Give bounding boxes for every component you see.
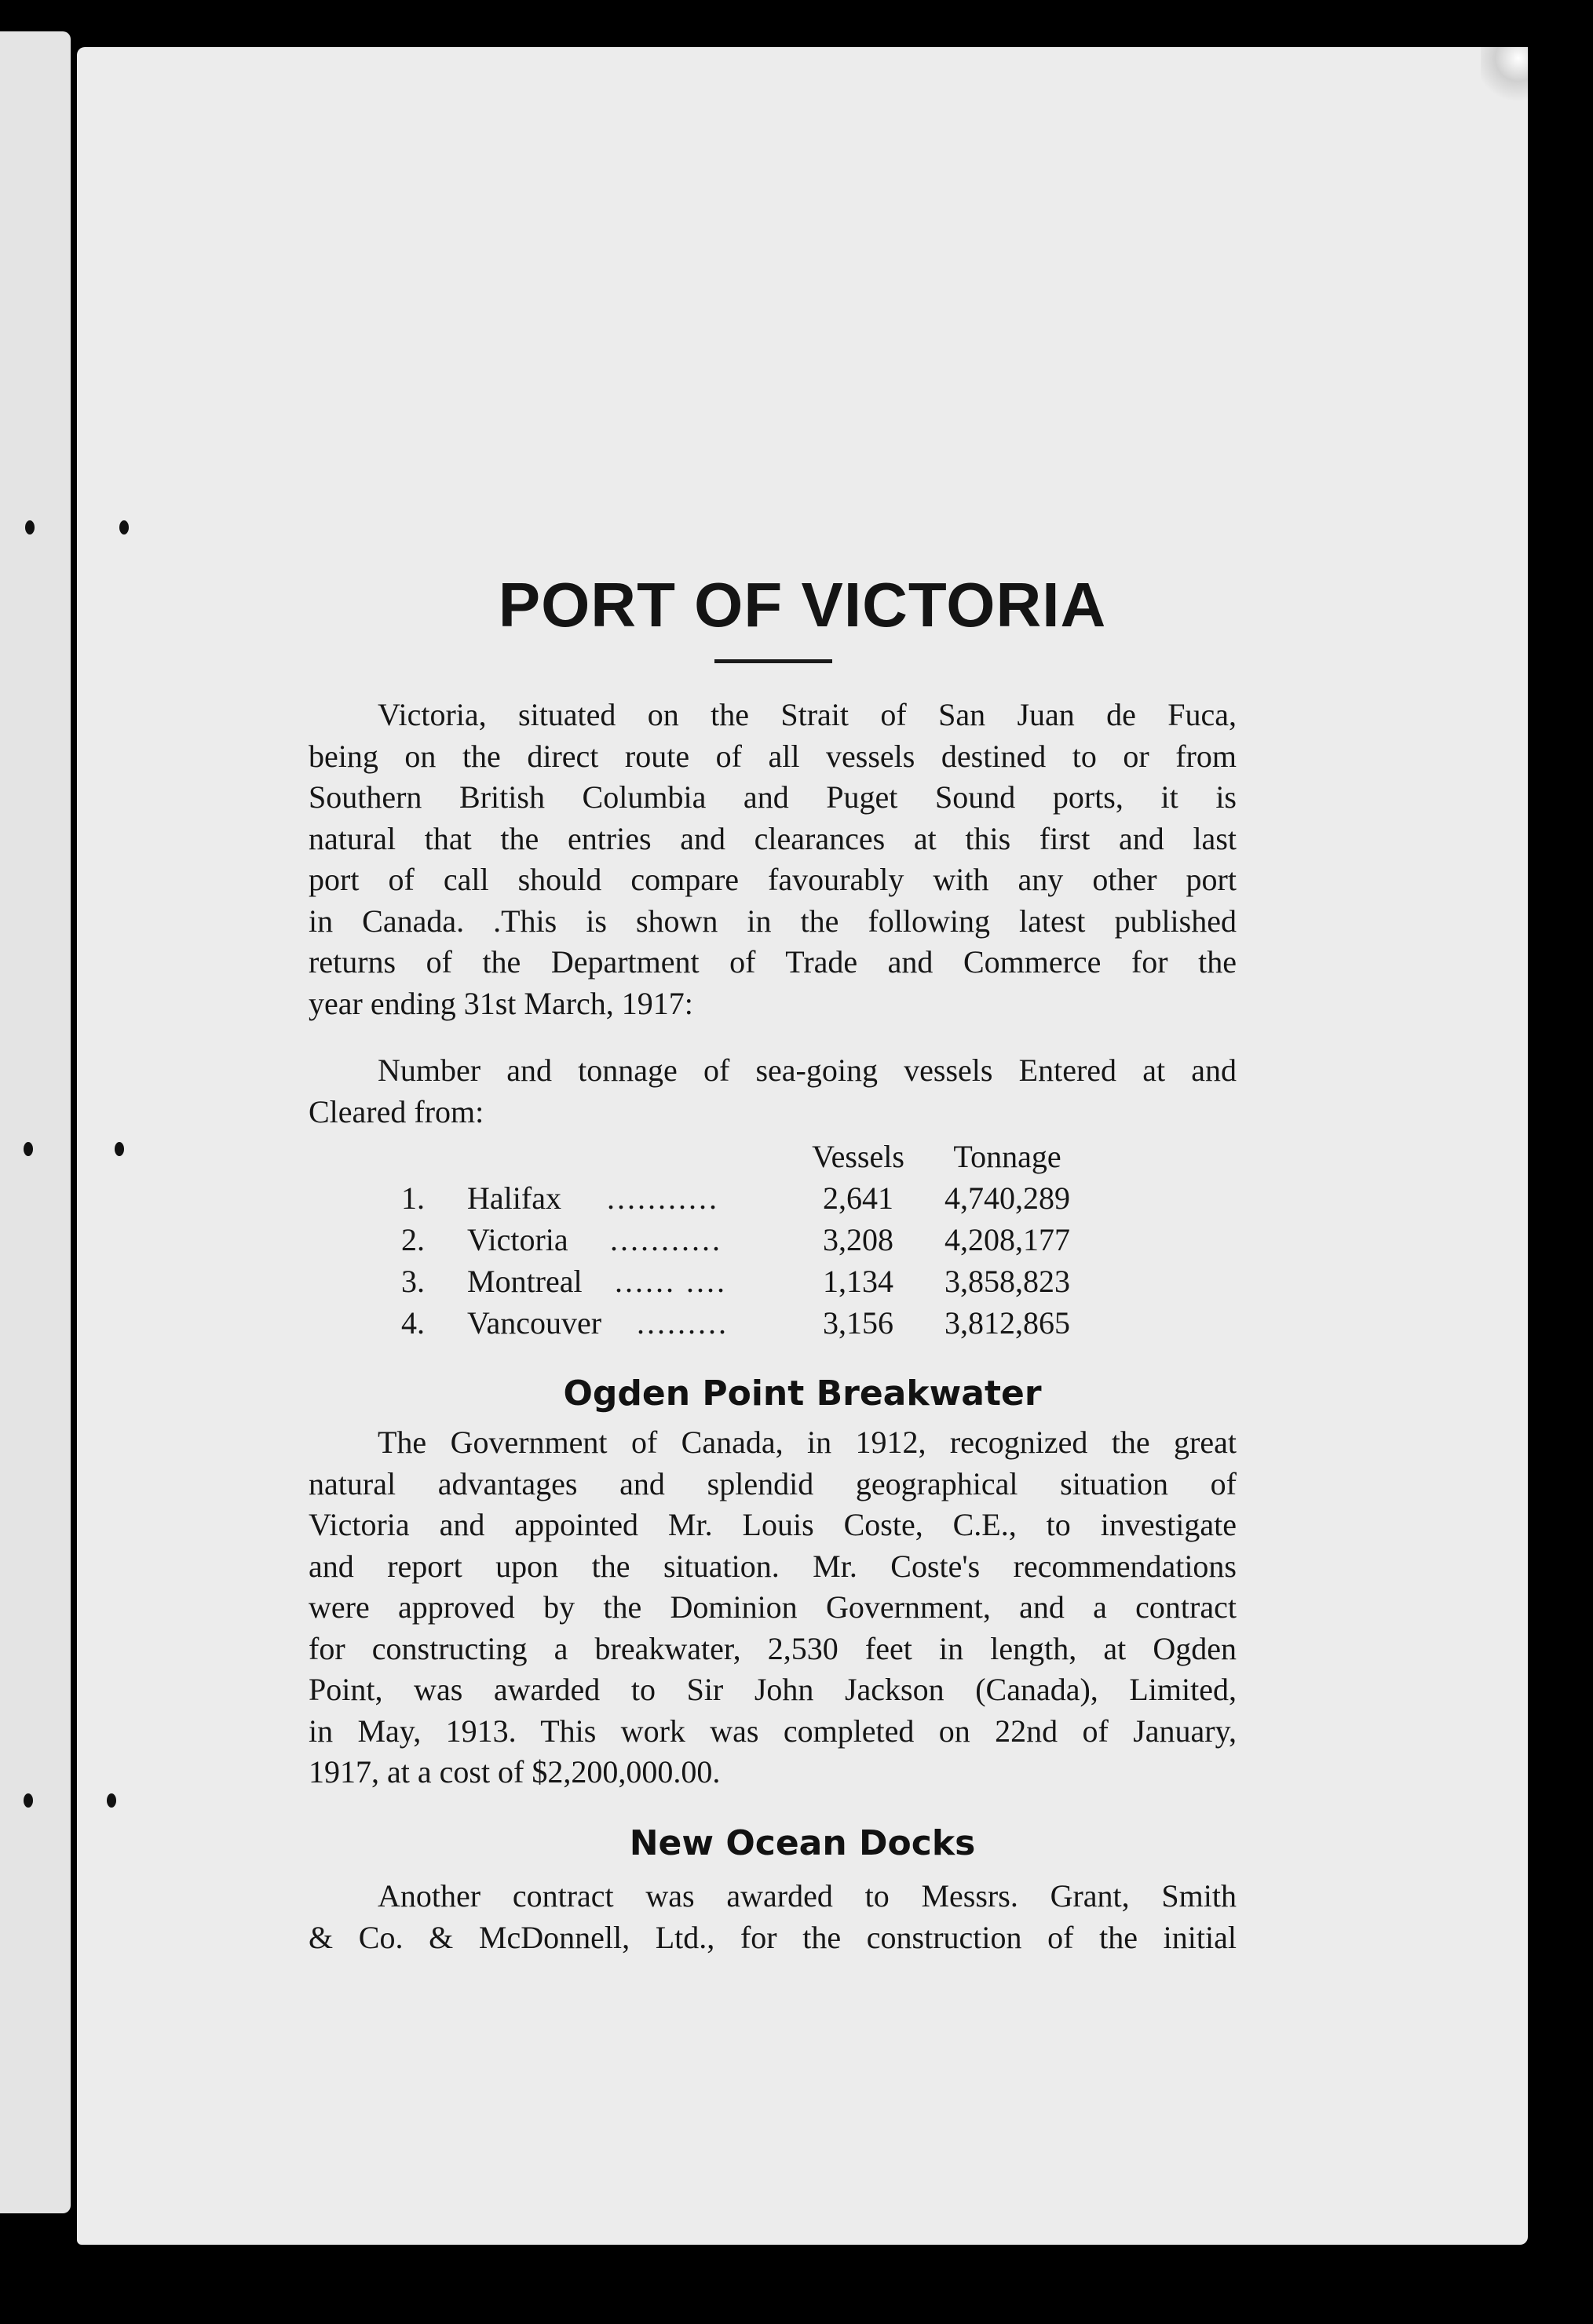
facing-page-edge — [0, 31, 71, 2213]
text-line: in May, 1913. This work was completed on 22nd of January, — [309, 1713, 1237, 1749]
row-number: 2. — [401, 1222, 425, 1257]
table-header-row — [309, 1138, 1237, 1180]
table-row — [309, 1180, 1237, 1221]
vessels-value: 1,134 — [823, 1264, 893, 1299]
text-line: Southern British Columbia and Puget Sound ports, it is — [309, 779, 1237, 815]
table-intro-paragraph — [309, 1050, 1237, 1133]
vessels-value: 2,641 — [823, 1180, 893, 1216]
tonnage-value: 3,812,865 — [944, 1305, 1070, 1341]
page-title: PORT OF VICTORIA — [498, 570, 1107, 640]
text-line: year ending 31st March, 1917: — [309, 985, 693, 1021]
spine-mark — [115, 1142, 124, 1156]
vessels-value: 3,156 — [823, 1305, 893, 1341]
text-line: Victoria, situated on the Strait of San Juan de Fuca, — [378, 697, 1237, 732]
port-name: Vancouver — [467, 1305, 602, 1341]
intro-paragraph — [309, 695, 1237, 1024]
spine-mark — [119, 520, 129, 534]
tonnage-value: 3,858,823 — [944, 1264, 1070, 1299]
table-row — [309, 1263, 1237, 1304]
text-line: natural that the entries and clearances at this first and last — [309, 820, 1237, 856]
title-underline — [714, 659, 832, 663]
breakwater-paragraph — [309, 1422, 1237, 1793]
text-line: in Canada. .This is shown in the following latest published — [309, 903, 1237, 939]
text-line: Number and tonnage of sea-going vessels Entered at and — [378, 1053, 1237, 1088]
text-line: 1917, at a cost of $2,200,000.00. — [309, 1754, 721, 1790]
spine-mark — [25, 520, 35, 534]
text-line: port of call should compare favourably with any other port — [309, 862, 1237, 897]
section-heading-breakwater: Ogden Point Breakwater — [563, 1374, 1042, 1414]
text-line: were approved by the Dominion Government, and a contract — [309, 1589, 1237, 1625]
table-row — [309, 1304, 1237, 1346]
row-number: 3. — [401, 1264, 425, 1299]
text-line: & Co. & McDonnell, Ltd., for the construction of the initial — [309, 1919, 1237, 1955]
leader-dots: ........... — [607, 1180, 719, 1216]
spine-mark — [24, 1793, 33, 1808]
text-line: Another contract was awarded to Messrs. Grant, Smith — [378, 1878, 1237, 1914]
text-line: for constructing a breakwater, 2,530 feet in length, at Ogden — [309, 1630, 1237, 1666]
corner-glare — [1481, 47, 1528, 102]
section-heading-docks: New Ocean Docks — [629, 1823, 976, 1863]
row-number: 4. — [401, 1305, 425, 1341]
spine-mark — [107, 1793, 116, 1808]
column-header-tonnage: Tonnage — [953, 1139, 1061, 1174]
leader-dots: ......... — [637, 1305, 729, 1341]
text-line: and report upon the situation. Mr. Coste's recommendations — [309, 1548, 1237, 1584]
text-line: natural advantages and splendid geographical situation of — [309, 1465, 1237, 1501]
text-line: Point, was awarded to Sir John Jackson (Canada), Limited, — [309, 1672, 1237, 1707]
text-line: returns of the Department of Trade and Commerce for the — [309, 944, 1237, 980]
text-line: The Government of Canada, in 1912, recognized the great — [378, 1425, 1237, 1460]
spine-mark — [24, 1142, 33, 1156]
text-line: Victoria and appointed Mr. Louis Coste, C.E., to investigate — [309, 1507, 1237, 1542]
leader-dots: ...... .... — [615, 1264, 727, 1299]
port-name: Halifax — [467, 1180, 561, 1216]
row-number: 1. — [401, 1180, 425, 1216]
text-line: being on the direct route of all vessels destined to or from — [309, 738, 1237, 774]
vessels-value: 3,208 — [823, 1222, 893, 1257]
text-line: Cleared from: — [309, 1093, 484, 1129]
leader-dots: ........... — [610, 1222, 722, 1257]
port-statistics-table — [309, 1138, 1237, 1346]
tonnage-value: 4,740,289 — [944, 1180, 1070, 1216]
docks-paragraph — [309, 1876, 1237, 1958]
port-name: Victoria — [467, 1222, 568, 1257]
column-header-vessels: Vessels — [812, 1139, 904, 1174]
table-row — [309, 1221, 1237, 1263]
tonnage-value: 4,208,177 — [944, 1222, 1070, 1257]
port-name: Montreal — [467, 1264, 583, 1299]
